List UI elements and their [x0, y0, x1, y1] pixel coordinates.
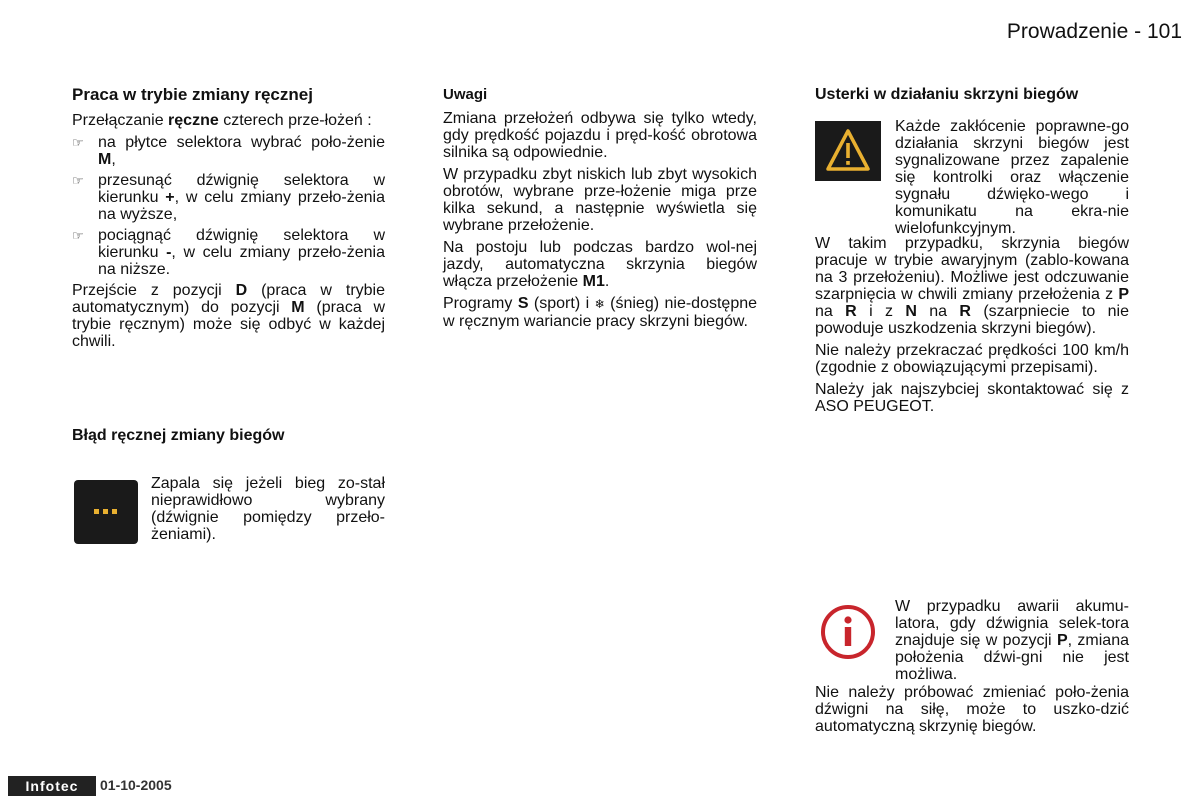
list-item: ☞ pociągnąć dźwignię selektora w kierunku -, w celu zmiany przeło-żenia na niższe.	[72, 227, 385, 278]
section-heading-gearbox-faults: Usterki w działaniu skrzyni biegów	[815, 86, 1079, 103]
pointing-hand-icon: ☞	[72, 228, 84, 243]
pointing-hand-icon: ☞	[72, 135, 84, 150]
notes-paragraph-3: Na postoju lub podczas bardzo wol-nej jazdy, automatyczna skrzynia biegów włącza przełożenie M1.	[443, 239, 757, 290]
mode-switch-paragraph: Przejście z pozycji D (praca w trybie automatycznym) do pozycji M (praca w trybie ręcznym) może się odbyć w każdej chwili.	[72, 282, 386, 350]
emergency-mode-paragraph: W takim przypadku, skrzynia biegów pracuje w trybie awaryjnym (zablo-kowana na 3 przełożeniu). Możliwe jest odczuwanie szarpnięcia w chwili zmiany przełożenia z P na R i z N na R (szarpniecie to nie powoduje uszkodzenia skrzyni biegów).	[815, 235, 1130, 337]
battery-failure-text: W przypadku awarii akumu-latora, gdy dźwignia selek-tora znajduje się w pozycji P, zmiana położenia dźwi-gni nie jest możliwa.	[895, 598, 1130, 683]
list-item: ☞ przesunąć dźwignię selektora w kierunku +, w celu zmiany przeło-żenia na wyższe,	[72, 172, 386, 223]
speed-limit-paragraph: Nie należy przekraczać prędkości 100 km/h (zgodnie z obowiązującymi przepisami).	[815, 342, 1129, 376]
pointing-hand-icon: ☞	[72, 173, 84, 188]
manual-intro: Przełączanie ręczne czterech prze-łożeń :	[72, 112, 372, 129]
left-column	[72, 86, 385, 355]
footer-date: 01-10-2005	[100, 777, 172, 793]
section-heading-notes: Uwagi	[443, 86, 488, 103]
list-item: ☞ na płytce selektora wybrać poło-żenie M,	[72, 134, 385, 168]
contact-dealer-paragraph: Należy jak najszybciej skontaktować się z ASO PEUGEOT.	[815, 381, 1129, 415]
notes-paragraph-1: Zmiana przełożeń odbywa się tylko wtedy, gdy prędkość pojazdu i pręd-kość obrotowa silnika są odpowiednie.	[443, 110, 757, 161]
notes-paragraph-2: W przypadku zbyt niskich lub zbyt wysokich obrotów, wybrane prze-łożenie miga prze kilka sekund, a następnie wyświetla się wybrane przełożenie.	[443, 166, 757, 234]
right-column-body	[815, 235, 1129, 420]
manual-steps-list	[72, 134, 385, 278]
section-heading-manual-error: Błąd ręcznej zmiany biegów	[72, 427, 285, 444]
do-not-force-paragraph: Nie należy próbować zmieniać poło-żenia dźwigni na siłę, może to uszko-dzić automatyczną skrzynię biegów.	[815, 684, 1129, 735]
section-heading-manual-mode: Praca w trybie zmiany ręcznej	[72, 85, 313, 104]
warning-triangle-icon	[815, 121, 881, 181]
manual-error-text: Zapala się jeżeli bieg zo-stał nieprawidłowo wybrany (dźwignie pomiędzy przeło-żeniami).	[151, 475, 385, 543]
infotec-logo: Infotec	[8, 776, 96, 796]
info-circle-icon	[817, 601, 879, 663]
warning-text: Każde zakłócenie poprawne-go działania skrzyni biegów jest sygnalizowane przez zapalenie się kontrolki oraz włączenie sygnału dźwięko-wego i komunikatu na ekra-nie wielofunkcyjnym.	[895, 118, 1129, 237]
gearbox-error-indicator-icon	[74, 480, 138, 544]
middle-column	[443, 86, 757, 335]
snowflake-icon: ❄	[594, 297, 605, 311]
page-header-title: Prowadzenie - 101	[1006, 20, 1182, 43]
notes-paragraph-4: Programy S (sport) i ❄ (śnieg) nie-dostępne w ręcznym wariancie pracy skrzyni biegów.	[443, 295, 758, 330]
